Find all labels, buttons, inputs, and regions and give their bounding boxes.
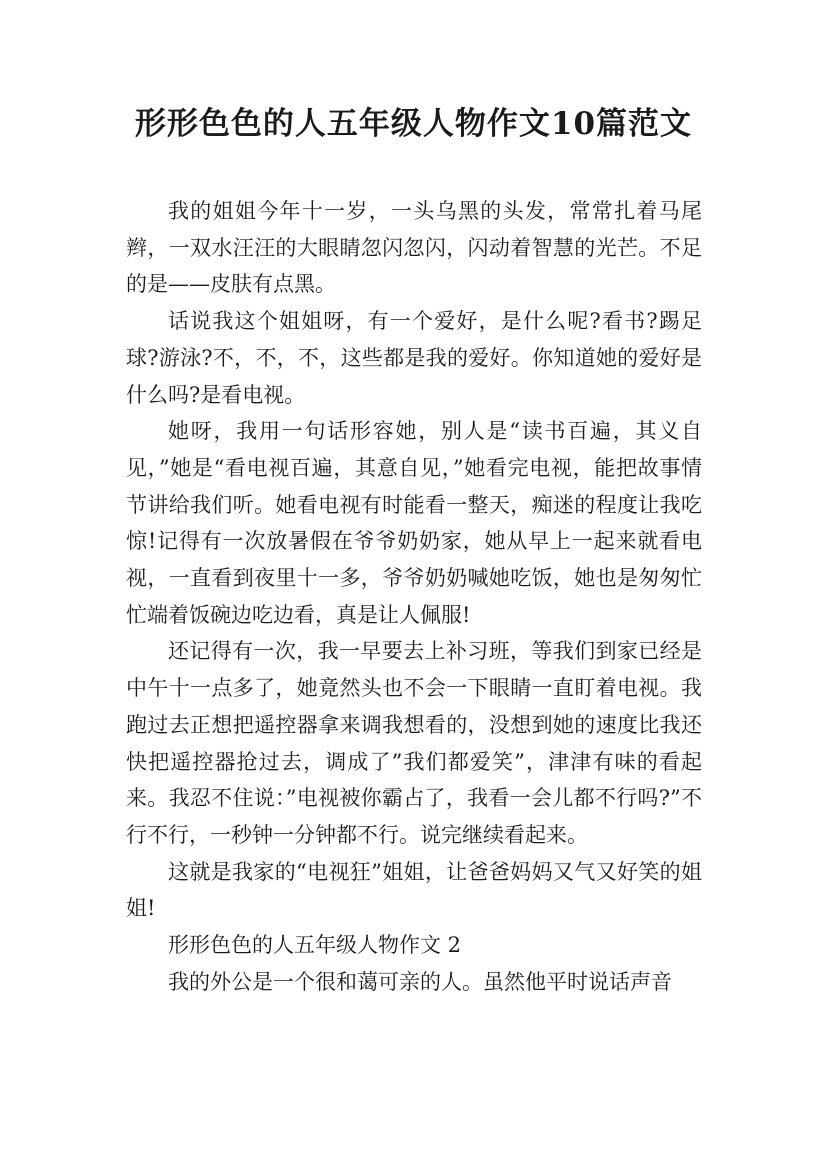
paragraph-5: 这就是我家的“电视狂”姐姐，让爸爸妈妈又气又好笑的姐姐! xyxy=(126,859,702,921)
paragraph-4: 还记得有一次，我一早要去上补习班，等我们到家已经是中午十一点多了，她竟然头也不会一下眼睛一直盯着电视。我跑过去正想把遥控器拿来调我想看的，没想到她的速度比我还快把遥控器抢过去，调成了”我们都爱笑”，津津有味的看起来。我忍不住说：”电视被你霸占了，我看一会儿都不行吗?”不行不行，一秒钟一分钟都不行。说完继续看起来。 xyxy=(126,639,702,847)
document-title: 形形色色的人五年级人物作文10篇范文 xyxy=(134,106,693,142)
paragraph-3: 她呀，我用一句话形容她，别人是“读书百遍，其义自见，”她是“看电视百遍，其意自见，”她看完电视，能把故事情节讲给我们听。她看电视有时能看一整天，痴迷的程度让我吃惊!记得有一次放暑假在爷爷奶奶家，她从早上一起来就看电视，一直看到夜里十一多，爷爷奶奶喊她吃饭，她也是匆匆忙忙端着饭碗边吃边看，真是让人佩服! xyxy=(126,419,702,627)
document-body xyxy=(126,193,702,1000)
section-subheading: 形形色色的人五年级人物作文 2 xyxy=(168,933,462,958)
paragraph-1: 我的姐姐今年十一岁，一头乌黑的头发，常常扎着马尾辫，一双水汪汪的大眼睛忽闪忽闪，闪动着智慧的光芒。不足的是——皮肤有点黑。 xyxy=(126,199,702,297)
paragraph-2: 话说我这个姐姐呀，有一个爱好，是什么呢?看书?踢足球?游泳?不，不，不，这些都是我的爱好。你知道她的爱好是什么吗?是看电视。 xyxy=(126,309,702,407)
paragraph-6: 我的外公是一个很和蔼可亲的人。虽然他平时说话声音 xyxy=(168,969,672,994)
